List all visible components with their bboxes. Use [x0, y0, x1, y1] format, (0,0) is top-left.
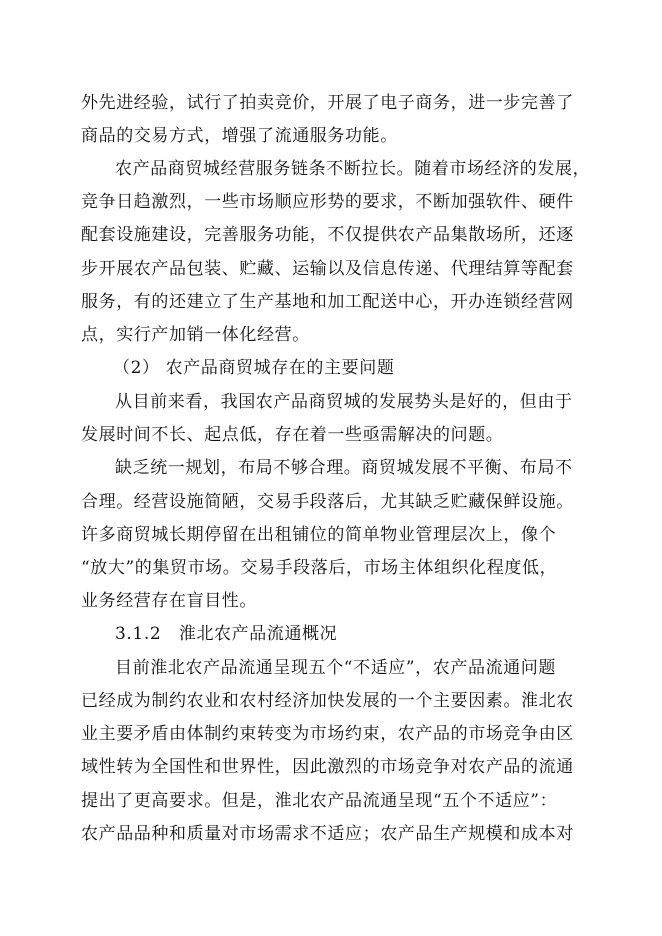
text-line-4: 竞争日趋激烈，一些市场顺应形势的要求，不断加强软件、硬件 — [81, 192, 574, 212]
text-line-8: 点，实行产加销一体化经营。 — [81, 325, 310, 345]
text-line-11: 发展时间不长、起点低，存在着一些亟需解决的问题。 — [81, 425, 504, 445]
text-line-7: 服务，有的还建立了生产基地和加工配送中心，开办连锁经营网 — [81, 292, 574, 312]
text-line-16: 业务经营存在盲目性。 — [81, 591, 257, 611]
text-line-3: 农产品商贸城经营服务链条不断拉长。随着市场经济的发展， — [115, 159, 591, 179]
text-line-10: 从目前来看，我国农产品商贸城的发展势头是好的，但由于 — [115, 392, 573, 412]
text-line-14: 许多商贸城长期停留在出租铺位的简单物业管理层次上，像个 — [81, 525, 557, 545]
text-line-6: 步开展农产品包装、贮藏、运输以及信息传递、代理结算等配套 — [81, 259, 574, 279]
text-line-21: 域性转为全国性和世界性，因此激烈的市场竞争对农产品的流通 — [81, 757, 574, 777]
text-line-12: 缺乏统一规划，布局不够合理。商贸城发展不平衡、布局不 — [115, 458, 573, 478]
text-line-1: 外先进经验，试行了拍卖竞价，开展了电子商务，进一步完善了 — [81, 93, 574, 113]
text-line-5: 配套设施建设，完善服务功能，不仅提供农产品集散场所，还逐 — [81, 225, 574, 245]
text-line-2: 商品的交易方式，增强了流通服务功能。 — [81, 126, 398, 146]
text-line-19: 已经成为制约农业和农村经济加快发展的一个主要因素。淮北农 — [81, 691, 574, 711]
text-line-15: “放大”的集贸市场。交易手段落后，市场主体组织化程度低， — [81, 558, 558, 578]
text-line-20: 业主要矛盾由体制约束转变为市场约束，农产品的市场竞争由区 — [81, 724, 574, 744]
section-heading-2: （2） 农产品商贸城存在的主要问题 — [113, 358, 395, 378]
section-heading-3-1-2: 3.1.2 淮北农产品流通概况 — [115, 624, 338, 644]
text-line-18: 目前淮北农产品流通呈现五个“不适应”，农产品流通问题 — [115, 658, 556, 678]
text-line-22: 提出了更高要求。但是，淮北农产品流通呈现“五个不适应”： — [81, 791, 558, 811]
text-line-23: 农产品品种和质量对市场需求不适应；农产品生产规模和成本对 — [81, 824, 574, 844]
text-line-13: 合理。经营设施简陋，交易手段落后，尤其缺乏贮藏保鲜设施。 — [81, 492, 574, 512]
